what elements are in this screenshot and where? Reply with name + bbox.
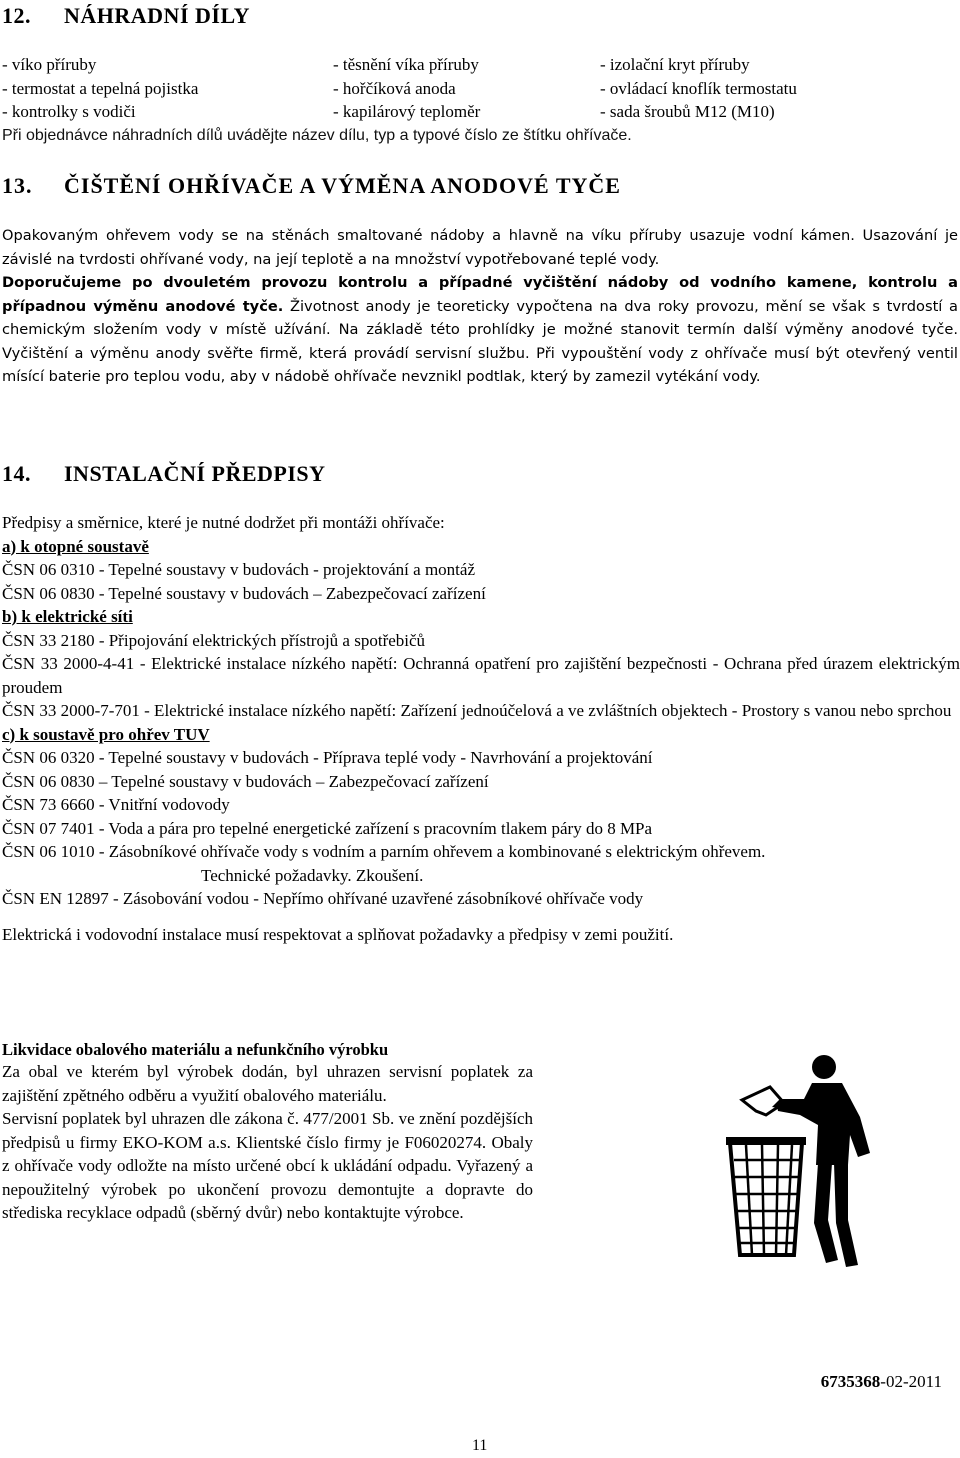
section-13-body [2,224,958,389]
regulation-item: ČSN 33 2180 - Připojování elektrických přístrojů a spotřebičů [2,630,426,650]
subsection-a-title: a) k otopné soustavě [2,536,149,556]
part-item: - kontrolky s vodiči [2,102,136,121]
regulation-item: ČSN 06 0310 - Tepelné soustavy v budovách - projektování a montáž [2,560,475,579]
regulation-item: ČSN 07 7401 - Voda a pára pro tepelné energetické zařízení s pracovním tlakem páry do 8 MPa [2,818,653,838]
regulations-intro: Předpisy a směrnice, které je nutné dodržet při montáži ohřívače: [2,513,445,532]
section-13-heading [2,174,621,198]
order-note: Při objednávce náhradních dílů uvádějte název dílu, typ a typové číslo ze štítku ohřívače. [2,127,632,144]
parts-row [2,100,922,124]
section-14-title: INSTALAČNÍ PŘEDPISY [64,461,326,486]
anode-lifetime-text: Životnost anody je teoreticky vypočtena na dva roky provozu, mění se však s tvrdostí a chemickým složením vody v místě užívání. Na základě této prohlídky je možné stanovit termín další výměny anodové tyče. Vyčištění a výměnu anody svěřte firmě, která provádí servisní službu. Při vypouštění vody z ohřívače musí být otevřený ventil mísící baterie pro teplou vodu, aby v nádobě ohřívače nevznikl podtlak, který by zamezil vytékání vody. [2,297,959,385]
section-14-body [2,511,960,946]
part-item: - ovládací knoflík termostatu [600,78,797,98]
tidyman-recycle-icon [720,1055,920,1280]
document-code: 6735368-02-2011 [820,1372,942,1391]
regulation-item: ČSN 06 1010 - Zásobníkové ohřívače vody s vodním a parním ohřevem a kombinované s elektrickým ohřevem. [2,842,766,861]
parts-row [2,77,922,101]
recommendation-text: Doporučujeme po dvouletém provozu kontrolu a případné vyčištění nádoby od vodního kamene, kontrolu a případnou výměnu anodové tyče. [2,274,958,315]
section-13-paragraph-1: Opakovaným ohřevem vody se na stěnách smaltované nádoby a hlavně na víku příruby usazuje vodní kámen. Usazování je závislé na tvrdosti ohřívané vody, na její teplotě a na množství vypotřebované teplé vody. [2,227,958,268]
part-item: - těsnění víka příruby [333,55,479,74]
page-number: 11 [472,1437,488,1454]
parts-row [2,53,922,77]
disposal-title: Likvidace obalového materiálu a nefunkčního výrobku [2,1040,389,1059]
subsection-c-title: c) k soustavě pro ohřev TUV [2,724,210,744]
section-14-number: 14. [2,461,31,486]
regulation-item: ČSN 06 0830 - Tepelné soustavy v budovách – Zabezpečovací zařízení [2,583,486,603]
section-12-number: 12. [2,3,31,28]
subsection-b-title: b) k elektrické síti [2,607,133,626]
section-12-title: NÁHRADNÍ DÍLY [64,3,250,28]
regulation-item: ČSN 73 6660 - Vnitřní vodovody [2,795,230,814]
section-12-heading [2,4,250,28]
disposal-paragraph-2: Servisní poplatek byl uhrazen dle zákona č. 477/2001 Sb. ve znění pozdějších předpisů u firmy EKO-KOM a.s. Klientské číslo firmy je F06020274. Obaly z ohřívače vody odložte na místo určené obcí k ukládání odpadu. Vyřazený a nepoužitelný výrobek po ukončení provozu demontujte a dopravte do střediska recyklace odpadů (sběrný dvůr) nebo kontaktujte výrobce. [2,1109,533,1222]
section-13-paragraph-2 [2,271,958,389]
part-item: - sada šroubů M12 (M10) [600,102,775,121]
regulation-item-continuation: Technické požadavky. Zkoušení. [201,865,424,885]
part-item: - kapilárový teploměr [333,102,481,121]
regulation-item: ČSN 33 2000-7-701 - Elektrické instalace nízkého napětí: Zařízení jednoúčelová a ve zvláštních objektech - Prostory s vanou nebo sprchou [2,701,952,720]
section-13-number: 13. [2,173,33,198]
installation-closing-note: Elektrická i vodovodní instalace musí respektovat a splňovat požadavky a předpisy v zemi použití. [2,924,674,944]
section-14-heading [2,462,326,486]
part-item: - hořčíková anoda [333,78,456,98]
regulation-item: ČSN 33 2000-4-41 - Elektrické instalace nízkého napětí: Ochranná opatření pro zajištění bezpečnosti - Ochrana před úrazem elektrickým proudem [2,654,960,697]
regulation-item: ČSN EN 12897 - Zásobování vodou - Nepřímo ohřívané uzavřené zásobníkové ohřívače vody [2,889,644,908]
part-item: - víko příruby [2,55,97,74]
part-item: - izolační kryt příruby [600,55,750,74]
regulation-item: ČSN 06 0830 – Tepelné soustavy v budovách – Zabezpečovací zařízení [2,771,489,791]
spare-parts-list [2,53,922,124]
regulation-item: ČSN 06 0320 - Tepelné soustavy v budovách - Příprava teplé vody - Navrhování a projektování [2,748,653,767]
disposal-body [2,1060,533,1225]
part-item: - termostat a tepelná pojistka [2,78,199,98]
section-13-title: ČIŠTĚNÍ OHŘÍVAČE A VÝMĚNA ANODOVÉ TYČE [64,173,621,198]
disposal-paragraph-1: Za obal ve kterém byl výrobek dodán, byl uhrazen servisní poplatek za zajištění zpětného odběru a využití obalového materiálu. [2,1062,533,1105]
